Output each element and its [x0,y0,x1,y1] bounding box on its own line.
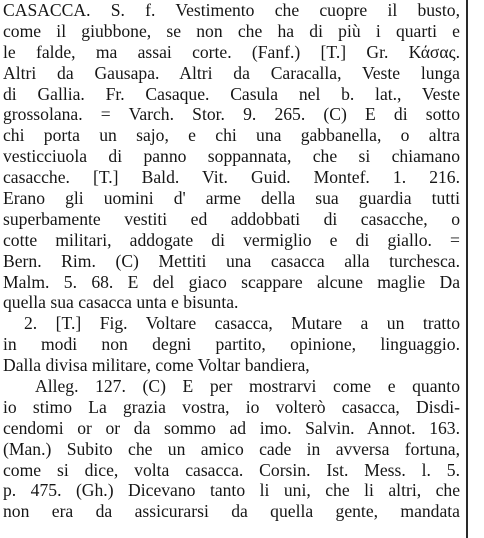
text-line: cendomi or or da sommo ad imo. Salvin. Annot. 163. [3,417,460,438]
text-line: io stimo La grazia vostra, io volterò casacca, Disdi- [3,396,460,417]
text-line: Bern. Rim. (C) Mettiti una casacca alla turchesca. [3,250,460,271]
text-line: Malm. 5. 68. E del giaco scappare alcune maglie Da [3,271,460,292]
text-line: grossolana. = Varch. Stor. 9. 265. (C) E di sotto [3,104,460,125]
text-line: di Gallia. Fr. Casaque. Casula nel b. lat., Veste [3,83,460,104]
text-line: CASACCA. S. f. Vestimento che cuopre il busto, [3,0,460,20]
text-line: chi porta un sajo, e chi una gabbanella, o altra [3,125,460,146]
text-line: p. 475. (Gh.) Dicevano tanto li uni, che li altri, che [3,480,460,501]
text-line: Alleg. 127. (C) E per mostrarvi come e quanto [35,376,460,397]
column-rule [466,0,468,538]
text-line: Altri da Gausapa. Altri da Caracalla, Veste lunga [3,62,460,83]
text-line: casacche. [T.] Bald. Vit. Guid. Montef. 1. 216. [3,167,460,188]
text-line: non era da assicurarsi da quella gente, mandata [3,501,460,522]
text-line: le falde, ma assai corte. (Fanf.) [T.] Gr. Κάσας. [3,41,460,62]
text-line: (Man.) Subito che un amico cade in avversa fortuna, [3,438,460,459]
text-line: cotte militari, addogate di vermiglio e di giallo. = [3,229,460,250]
text-line: Dalla divisa militare, come Voltar bandiera, [3,355,310,376]
text-line: quella sua casacca unta e bisunta. [3,292,239,313]
text-line: Erano gli uomini d' arme della sua guardia tutti [3,188,460,209]
text-line: vesticciuola di panno soppannata, che si chiamano [3,146,460,167]
text-line: in modi non degni partito, opinione, linguaggio. [3,334,460,355]
text-line: come il giubbone, se non che ha di più i quarti e [3,20,460,41]
text-line: superbamente vestiti ed addobbati di casacche, o [3,208,460,229]
text-line: come si dice, volta casacca. Corsin. Ist. Mess. l. 5. [3,459,460,480]
text-line: 2. [T.] Fig. Voltare casacca, Mutare a un tratto [24,313,460,334]
